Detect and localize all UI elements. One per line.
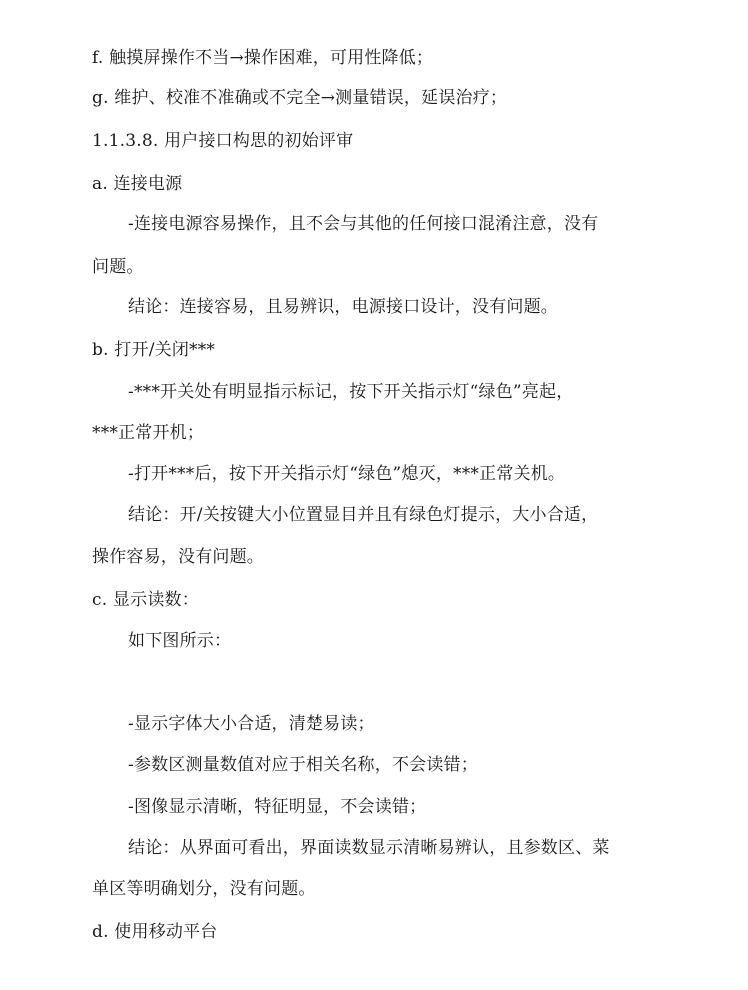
item-g-maintenance: g. 维护、校准不准确或不完全→测量错误，延误治疗； <box>92 88 508 108</box>
item-b-conclusion-line1: 结论：开/关按键大小位置显目并且有绿色灯提示，大小合适， <box>128 505 599 525</box>
item-b-heading: b. 打开/关闭*** <box>92 340 216 360</box>
item-c-text-line2: -参数区测量数值对应于相关名称，不会读错； <box>128 755 478 775</box>
item-b-conclusion-line2: 操作容易，没有问题。 <box>92 547 264 567</box>
item-c-conclusion-line1: 结论：从界面可看出，界面读数显示清晰易辨认，且参数区、菜 <box>128 838 610 858</box>
item-a-text-line2: 问题。 <box>92 257 144 277</box>
item-c-text-line1: -显示字体大小合适，清楚易读； <box>128 714 375 734</box>
item-b-text-line2: ***正常开机； <box>92 423 205 443</box>
item-d-heading: d. 使用移动平台 <box>92 922 218 942</box>
section-heading: 1.1.3.8. 用户接口构思的初始评审 <box>92 131 354 151</box>
item-b-text-line3: -打开***后，按下开关指示灯“绿色”熄灭，***正常关机。 <box>128 464 566 484</box>
item-a-text-line1: -连接电源容易操作，且不会与其他的任何接口混淆注意，没有 <box>128 214 599 234</box>
item-a-heading: a. 连接电源 <box>92 174 183 194</box>
item-b-text-line1: -***开关处有明显指示标记，按下开关指示灯“绿色”亮起， <box>128 382 574 402</box>
figure-reference: 如下图所示： <box>128 631 232 651</box>
item-f-touchscreen: f. 触摸屏操作不当→操作困难，可用性降低； <box>92 48 434 68</box>
item-a-conclusion: 结论：连接容易，且易辨识，电源接口设计，没有问题。 <box>128 297 558 317</box>
item-c-heading: c. 显示读数： <box>92 590 199 610</box>
item-c-conclusion-line2: 单区等明确划分，没有问题。 <box>92 879 316 899</box>
item-c-text-line3: -图像显示清晰，特征明显，不会读错； <box>128 797 427 817</box>
